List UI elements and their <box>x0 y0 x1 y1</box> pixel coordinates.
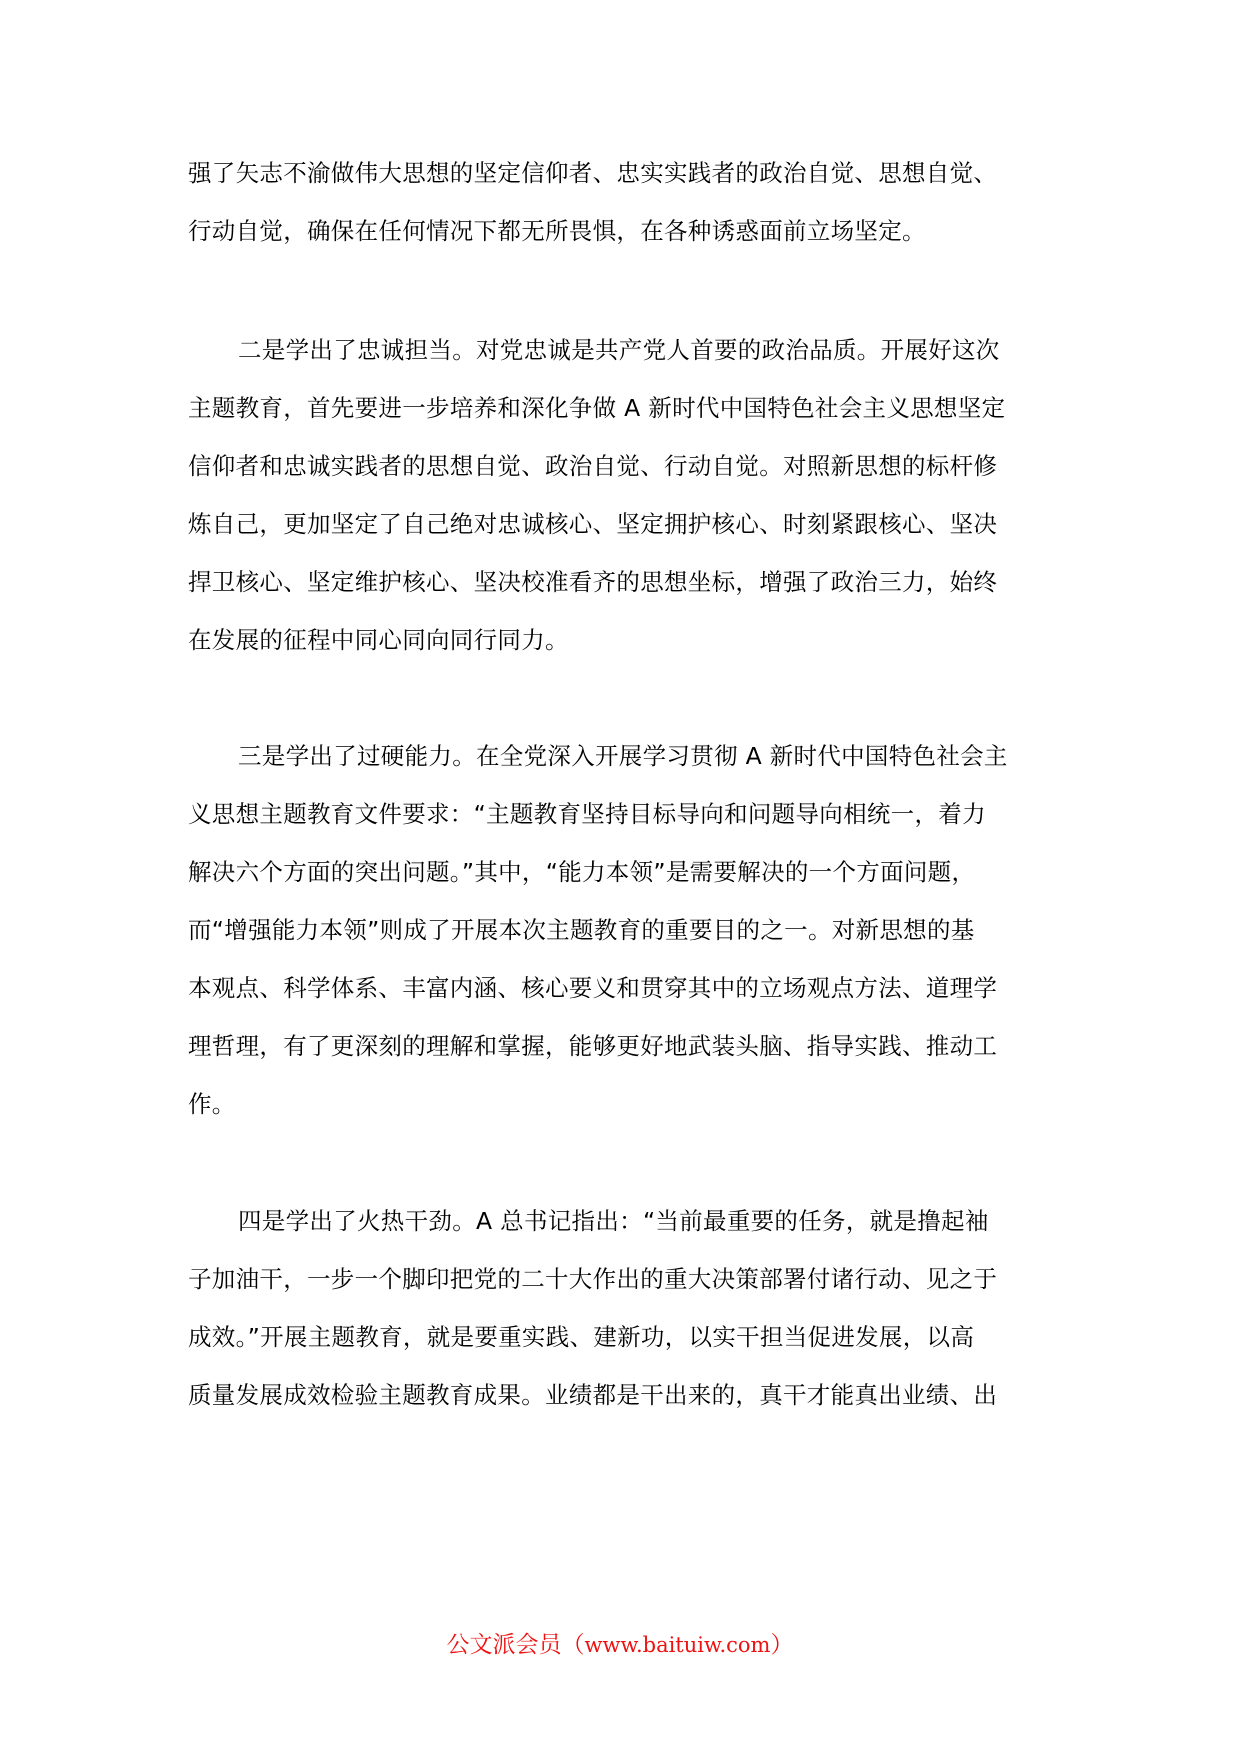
paragraph-line: 解决六个方面的突出问题。”其中，“能力本领”是需要解决的一个方面问题， <box>188 858 976 886</box>
footer-watermark <box>0 1630 1240 1660</box>
paragraph-line: 信仰者和忠诚实践者的思想自觉、政治自觉、行动自觉。对照新思想的标杆修 <box>188 452 998 480</box>
paragraph-line: 强了矢志不渝做伟大思想的坚定信仰者、忠实实践者的政治自觉、思想自觉、 <box>188 159 998 187</box>
footer-suffix: ） <box>770 1632 794 1658</box>
paragraph-line: 四是学出了火热干劲。A 总书记指出：“当前最重要的任务，就是撸起袖 <box>238 1207 989 1235</box>
paragraph-line: 炼自己，更加坚定了自己绝对忠诚核心、坚定拥护核心、时刻紧跟核心、坚决 <box>188 510 998 538</box>
paragraph-line: 本观点、科学体系、丰富内涵、核心要义和贯穿其中的立场观点方法、道理学 <box>188 974 998 1002</box>
footer-url: www.baituiw.com <box>584 1633 771 1657</box>
paragraph-line: 在发展的征程中同心同向同行同力。 <box>188 626 569 654</box>
paragraph-line: 子加油干，一步一个脚印把党的二十大作出的重大决策部署付诸行动、见之于 <box>188 1265 998 1293</box>
paragraph-line: 质量发展成效检验主题教育成果。业绩都是干出来的，真干才能真出业绩、出 <box>188 1381 998 1409</box>
paragraph-line: 主题教育，首先要进一步培养和深化争做 A 新时代中国特色社会主义思想坚定 <box>188 394 1006 422</box>
paragraph-line: 行动自觉，确保在任何情况下都无所畏惧，在各种诱惑面前立场坚定。 <box>188 217 926 245</box>
paragraph-line: 理哲理，有了更深刻的理解和掌握，能够更好地武装头脑、指导实践、推动工 <box>188 1032 998 1060</box>
paragraph-line: 成效。”开展主题教育，就是要重实践、建新功，以实干担当促进发展，以高 <box>188 1323 975 1351</box>
paragraph-line: 三是学出了过硬能力。在全党深入开展学习贯彻 A 新时代中国特色社会主 <box>238 742 1008 770</box>
paragraph-line: 二是学出了忠诚担当。对党忠诚是共产党人首要的政治品质。开展好这次 <box>238 336 1000 364</box>
paragraph-line: 而“增强能力本领”则成了开展本次主题教育的重要目的之一。对新思想的基 <box>188 916 975 944</box>
paragraph-line: 捍卫核心、坚定维护核心、坚决校准看齐的思想坐标，增强了政治三力，始终 <box>188 568 998 596</box>
footer-prefix: 公文派会员（ <box>446 1632 585 1658</box>
paragraph-line: 作。 <box>188 1090 236 1118</box>
paragraph-line: 义思想主题教育文件要求：“主题教育坚持目标导向和问题导向相统一，着力 <box>188 800 986 828</box>
